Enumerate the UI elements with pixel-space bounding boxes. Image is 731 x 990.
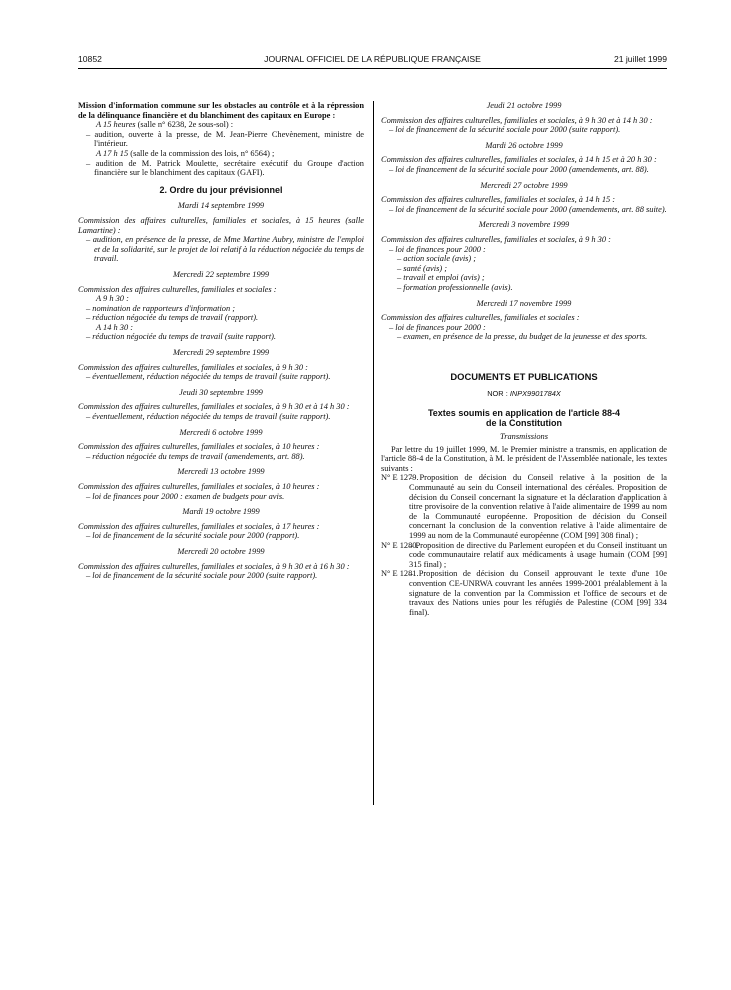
mission-session (78, 149, 364, 159)
sitting-date: Mardi 14 septembre 1999 (177, 201, 265, 211)
sitting-date: Jeudi 21 octobre 1999 (486, 101, 562, 110)
agenda-subitem: – travail et emploi (avis) ; (397, 273, 485, 283)
sitting-date: Mercredi 13 octobre 1999 (177, 467, 265, 477)
sitting-date: Mercredi 27 octobre 1999 (480, 180, 568, 190)
session-time: A 17 h 15 (96, 148, 129, 158)
transmissions-heading: Transmissions (500, 432, 548, 442)
agenda-item: – loi de financement de la sécurité sociale pour 2000 (suite rapport). (389, 125, 621, 135)
journal-title: JOURNAL OFFICIEL DE LA RÉPUBLIQUE FRANÇAISE (264, 54, 481, 64)
agenda-item: – éventuellement, réduction négociée du temps de travail (suite rapport). (86, 412, 331, 422)
agenda-item: – nomination de rapporteurs d'information ; (86, 303, 236, 313)
commission-line: Commission des affaires culturelles, familiales et sociales, à 9 h 30 et à 14 h 30 : (381, 115, 653, 125)
agenda-subitem: – examen, en présence de la presse, du budget de la jeunesse et des sports. (397, 332, 648, 342)
textes-heading-line1: Textes soumis en application de l'article 88-4 (427, 408, 621, 419)
commission-line: Commission des affaires culturelles, familiales et sociales, à 15 heures (salle Lamartine) : (78, 215, 364, 235)
agenda-item: – loi de finances pour 2000 : examen de budgets pour avis. (86, 491, 285, 501)
agenda-subitem: – formation professionnelle (avis). (397, 282, 513, 292)
entry-number: N° E 1281. (381, 569, 419, 579)
session-time: A 9 h 30 : (96, 294, 129, 304)
entry-text: – Proposition de directive du Parlement européen et du Conseil instituant un code communautaire relatif aux médicaments à usage humain (COM [99] 315 final) ; (409, 540, 667, 569)
commission-line: Commission des affaires culturelles, familiales et sociales, à 17 heures : (78, 521, 320, 531)
nor-value: INPX9901784X (509, 389, 561, 399)
page-number: 10852 (78, 54, 102, 64)
column-divider (373, 101, 374, 805)
sitting-date: Mardi 26 octobre 1999 (485, 140, 563, 150)
sitting-date: Mercredi 3 novembre 1999 (478, 220, 570, 230)
agenda-item: – réduction négociée du temps de travail (suite rapport). (86, 332, 277, 342)
agenda-item: – loi de financement de la sécurité sociale pour 2000 (suite rapport). (86, 571, 318, 581)
commission-line: Commission des affaires culturelles, familiales et sociales, à 14 h 15 : (381, 195, 616, 205)
document-entry (381, 541, 667, 570)
agenda-subitem: – santé (avis) ; (397, 263, 448, 273)
textes-heading-line2: de la Constitution (486, 418, 562, 429)
sitting-date: Jeudi 30 septembre 1999 (179, 387, 263, 397)
sitting-date: Mercredi 29 septembre 1999 (172, 348, 270, 358)
nor-reference (381, 389, 667, 399)
commission-line: Commission des affaires culturelles, familiales et sociales, à 9 h 30 : (78, 362, 308, 372)
header-rule (78, 68, 667, 69)
entry-number: N° E 1279. (381, 473, 419, 483)
session-room: (salle de la commission des lois, n° 6564) ; (128, 148, 275, 158)
agenda-item: – loi de financement de la sécurité sociale pour 2000 (rapport). (86, 531, 300, 541)
sitting-date: Mercredi 17 novembre 1999 (476, 298, 572, 308)
commission-line: Commission des affaires culturelles, familiales et sociales : (381, 313, 580, 323)
agenda-item: – réduction négociée du temps de travail (amendements, art. 88). (86, 451, 305, 461)
session-time: A 14 h 30 : (96, 322, 134, 332)
sitting-date: Mercredi 20 octobre 1999 (177, 546, 265, 556)
document-entry (381, 473, 667, 540)
document-entry (381, 569, 667, 617)
page-header (78, 55, 667, 67)
commission-line: Commission des affaires culturelles, familiales et sociales, à 10 heures : (78, 482, 320, 491)
agenda-subitem: – action sociale (avis) ; (397, 254, 477, 264)
agenda-item: – audition, ouverte à la presse, de M. Jean-Pierre Chevènement, ministre de l'intérieur. (86, 129, 364, 149)
agenda-item: – loi de financement de la sécurité sociale pour 2000 (amendements, art. 88). (389, 164, 649, 174)
nor-label: NOR : (487, 389, 510, 399)
session-room: (salle n° 6238, 2e sous-sol) : (135, 120, 234, 130)
entry-text: – Proposition de décision du Conseil approuvant le texte d'une 10e convention CE-UNRWA couvrant les années 1999-2001 préalablement à la signature de la convention par la Commission et l'office de secours et de travaux des Nations unies pour les réfugiés de Palestine (COM [99] 334 final). (409, 569, 667, 617)
commission-line: Commission des affaires culturelles, familiales et sociales, à 10 heures : (78, 442, 320, 452)
agenda-item: – loi de financement de la sécurité sociale pour 2000 (amendements, art. 88 suite). (389, 204, 667, 214)
agenda-item: – loi de finances pour 2000 : (389, 322, 486, 332)
sitting-date: Mercredi 22 septembre 1999 (172, 269, 270, 279)
section-heading: 2. Ordre du jour prévisionnel (159, 184, 283, 195)
left-column (78, 101, 364, 581)
agenda-item: – loi de finances pour 2000 : (389, 244, 486, 254)
sitting-date: Mercredi 6 octobre 1999 (179, 427, 263, 437)
entry-number: N° E 1280. (381, 540, 419, 550)
entry-text: – Proposition de décision du Conseil relative à la position de la Communauté au sein du Conseil international des céréales. Proposition de décision du Conseil concernant la signature et la déclaration d'application à titre provisoire de la convention relative à l'aide alimentaire de 1999 au nom de la Communauté européenne. Proposition de décision du Conseil concernant la conclusion de la convention relative à l'aide alimentaire de 1999 au nom de la Communauté européenne (COM [99] 308 final) ; (409, 473, 667, 540)
commission-line: Commission des affaires culturelles, familiales et sociales, à 14 h 15 et à 20 h 30 : (381, 155, 657, 165)
documents-heading: DOCUMENTS ET PUBLICATIONS (450, 370, 598, 382)
commission-line: Commission des affaires culturelles, familiales et sociales, à 9 h 30 : (381, 234, 611, 244)
right-column (381, 101, 667, 617)
session-time: A 15 heures (96, 120, 136, 130)
issue-date: 21 juillet 1999 (613, 54, 667, 64)
agenda-item: – éventuellement, réduction négociée du temps de travail (suite rapport). (86, 372, 331, 382)
agenda-item: – audition de M. Patrick Moulette, secrétaire exécutif du Groupe d'action financière sur le blanchiment des capitaux (GAFI). (86, 158, 364, 178)
commission-line: Commission des affaires culturelles, familiales et sociales, à 9 h 30 et à 16 h 30 : (78, 561, 350, 571)
commission-line: Commission des affaires culturelles, familiales et sociales, à 9 h 30 et à 14 h 30 : (78, 402, 350, 412)
commission-line: Commission des affaires culturelles, familiales et sociales : (78, 284, 277, 294)
intro-paragraph: Par lettre du 19 juillet 1999, M. le Premier ministre a transmis, en application de l'article 88-4 de la Constitution, à M. le président de l'Assemblée nationale, les textes suivants : (381, 444, 667, 473)
mission-title: Mission d'information commune sur les obstacles au contrôle et à la répression de la délinquance financière et du blanchiment des capitaux en Europe : (78, 101, 364, 120)
mission-session (78, 120, 364, 130)
sitting-date: Mardi 19 octobre 1999 (182, 507, 260, 517)
agenda-item: – audition, en présence de la presse, de Mme Martine Aubry, ministre de l'emploi et de la solidarité, sur le projet de loi relatif à la réduction négociée du temps de travail. (86, 235, 364, 264)
agenda-item: – réduction négociée du temps de travail (rapport). (86, 313, 259, 323)
